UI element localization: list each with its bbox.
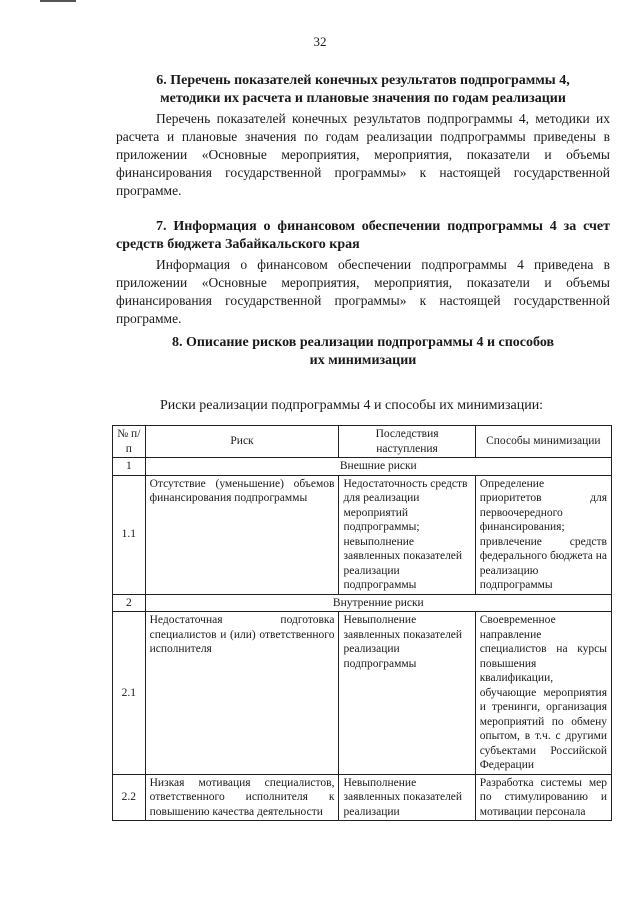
group-title: Внутренние риски	[145, 594, 611, 612]
section-7-title: 7. Информация о финансовом обеспечении подпрограммы 4 за счет средств бюджета Забайкальского края	[116, 219, 610, 252]
header-methods: Способы минимизации	[475, 426, 611, 458]
corner-mark	[40, 0, 76, 2]
row-methods: Своевременное направление специалистов на курсы повышения квалификации, обучающие мероприятия и тренинги, организация мероприятий по обмену опытом, в т.ч. с другими субъектами Российской Федерации	[475, 612, 611, 775]
row-risk: Низкая мотивация специалистов, ответственного исполнителя к повышению качества деятельности	[145, 774, 339, 821]
header-risk: Риск	[145, 426, 339, 458]
group-num: 2	[113, 594, 146, 612]
group-num: 1	[113, 458, 146, 476]
row-methods: Определение приоритетов для первоочередного финансирования; привлечение средств федерального бюджета на реализацию подпрограммы	[475, 475, 611, 594]
row-risk: Недостаточная подготовка специалистов и (или) ответственного исполнителя	[145, 612, 339, 775]
section-6-title: 6. Перечень показателей конечных результатов подпрограммы 4, методики их расчета и плановые значения по годам реализации	[156, 73, 570, 106]
section-8	[116, 334, 610, 370]
risks-table	[112, 425, 612, 821]
row-methods: Разработка системы мер по стимулированию и мотивации персонала	[475, 774, 611, 821]
row-consequences: Недостаточность средств для реализации мероприятий подпрограммы; невыполнение заявленных показателей реализации подпрограммы	[339, 475, 475, 594]
page-number: 32	[313, 34, 327, 49]
row-num: 2.2	[113, 774, 146, 821]
row-consequences: Невыполнение заявленных показателей реализации	[339, 774, 475, 821]
header-num: № п/п	[113, 426, 146, 458]
row-num: 2.1	[113, 612, 146, 775]
table-caption: Риски реализации подпрограммы 4 и способы их минимизации:	[160, 398, 544, 413]
group-row-internal	[113, 594, 612, 612]
table-header-row	[113, 426, 612, 458]
row-risk: Отсутствие (уменьшение) объемов финансирования подпрограммы	[145, 475, 339, 594]
group-row-external	[113, 458, 612, 476]
table-row	[113, 475, 612, 594]
section-7	[116, 218, 610, 328]
section-6-text: Перечень показателей конечных результатов подпрограммы 4, методики их расчета и плановые значения по годам реализации подпрограммы приведены в приложении «Основные мероприятия, мероприятия, показатели и объемы финансирования государственной программы» к настоящей государственной программе.	[116, 111, 610, 198]
section-7-text: Информация о финансовом обеспечении подпрограммы 4 приведена в приложении «Основные мероприятия, мероприятия, показатели и объемы финансирования государственной программы» к настоящей государственной программе.	[116, 257, 610, 326]
header-consequences: Последствия наступления	[339, 426, 475, 458]
row-consequences: Невыполнение заявленных показателей реализации подпрограммы	[339, 612, 475, 775]
section-8-title: 8. Описание рисков реализации подпрограммы 4 и способов их минимизации	[171, 335, 555, 368]
table-row	[113, 612, 612, 775]
row-num: 1.1	[113, 475, 146, 594]
table-row	[113, 774, 612, 821]
group-title: Внешние риски	[145, 458, 611, 476]
section-6	[116, 72, 610, 200]
